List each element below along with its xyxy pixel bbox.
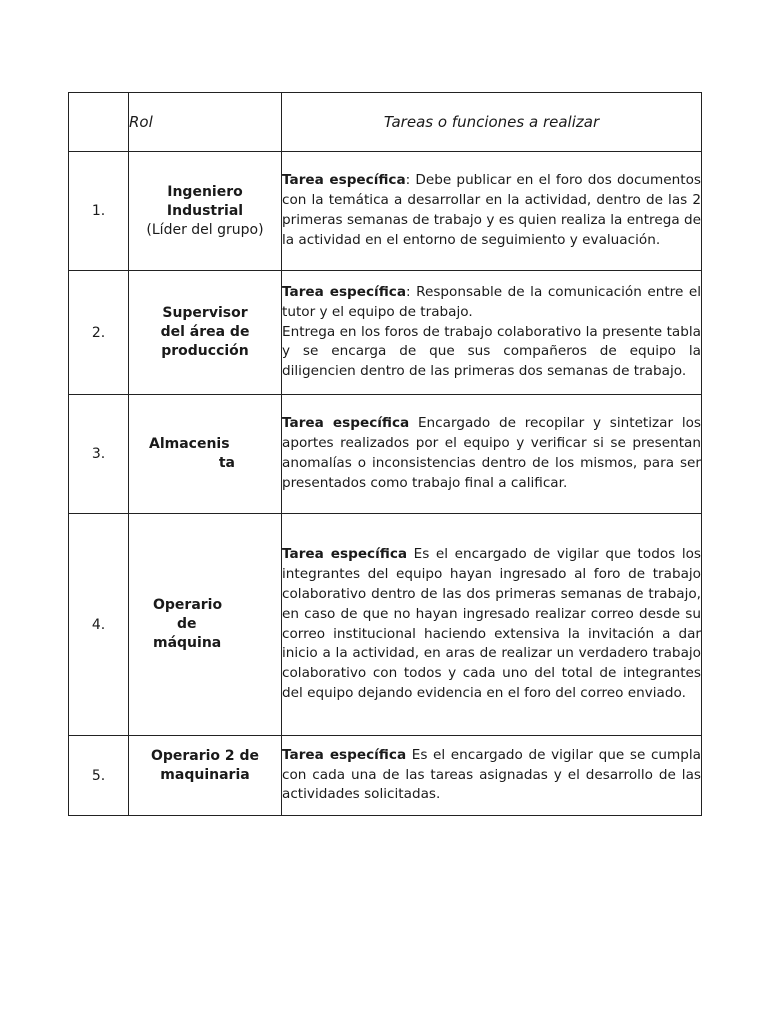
row-task — [282, 514, 702, 736]
table-row — [69, 271, 702, 395]
task-label: Tarea específica — [282, 172, 406, 189]
row-role — [129, 271, 282, 395]
row-task — [282, 395, 702, 514]
row-number: 3. — [69, 395, 129, 514]
roles-table — [68, 92, 702, 816]
task-label: Tarea específica — [282, 284, 407, 300]
row-number: 4. — [69, 514, 129, 736]
role-line: producción — [161, 343, 249, 359]
row-number: 5. — [69, 736, 129, 816]
table-row — [69, 736, 702, 816]
table-row — [69, 152, 702, 271]
header-tareas: Tareas o funciones a realizar — [282, 93, 702, 152]
row-role — [129, 736, 282, 816]
task-text: : Debe publicar en el foro dos documentos con la temática a desarrollar en la actividad, dentro de las 2 primeras semanas de trabajo y es quien realiza la entrega de la actividad en el entorno de seguimiento y evaluación. — [282, 172, 701, 248]
role-line: Operario — [153, 597, 223, 613]
row-role — [129, 152, 282, 271]
role-line: Supervisor — [162, 305, 248, 321]
task-text: Es el encargado de vigilar que se cumpla con cada una de las tareas asignadas y el desarrollo de las actividades solicitadas. — [282, 746, 702, 803]
role-line: ta — [218, 455, 235, 471]
task-label: Tarea específica — [282, 746, 407, 763]
role-line: Operario 2 de — [150, 748, 260, 764]
table-header-row — [69, 93, 702, 152]
role-line: de — [177, 616, 197, 632]
row-task — [282, 271, 702, 395]
task-text: Encargado de recopilar y sintetizar los aportes realizados por el equipo y verificar si se presentan anomalías o inconsistencias dentro de los mismos, para ser presentados como trabajo final a calificar. — [282, 415, 702, 491]
row-task — [282, 152, 702, 271]
task-text: : Responsable de la comunicación entre el tutor y el equipo de trabajo. — [282, 284, 701, 320]
task-text: Entrega en los foros de trabajo colaborativo la presente tabla y se encarga de que sus compañeros de equipo la diligencien dentro de las primeras dos semanas de trabajo. — [282, 323, 701, 380]
role-line: Ingeniero — [167, 183, 243, 200]
task-label: Tarea específica — [282, 546, 408, 563]
row-role — [129, 395, 282, 514]
role-note: (Líder del grupo) — [146, 221, 264, 238]
role-line: maquinaria — [160, 767, 250, 783]
row-role — [129, 514, 282, 736]
table-row — [69, 514, 702, 736]
role-line: del área de — [160, 324, 250, 340]
row-task — [282, 736, 702, 816]
task-text: Es el encargado de vigilar que todos los integrantes del equipo hayan ingresado al foro de trabajo colaborativo dentro de las dos primeras semanas de trabajo, en caso de que no hayan ingresado realizar correo desde su correo institucional haciendo extensiva la invitación a dar inicio a la actividad, en aras de realizar un verdadero trabajo colaborativo con todos y cada uno del total de integrantes del equipo dejando evidencia en el foro del correo enviado. — [282, 546, 701, 701]
role-line: máquina — [153, 635, 222, 651]
table-row — [69, 395, 702, 514]
row-number: 1. — [69, 152, 129, 271]
header-number-cell — [69, 93, 129, 152]
task-label: Tarea específica — [282, 415, 410, 432]
role-line: Almacenis — [149, 436, 230, 452]
header-rol: Rol — [129, 93, 282, 152]
row-number: 2. — [69, 271, 129, 395]
role-line: Industrial — [166, 202, 244, 219]
